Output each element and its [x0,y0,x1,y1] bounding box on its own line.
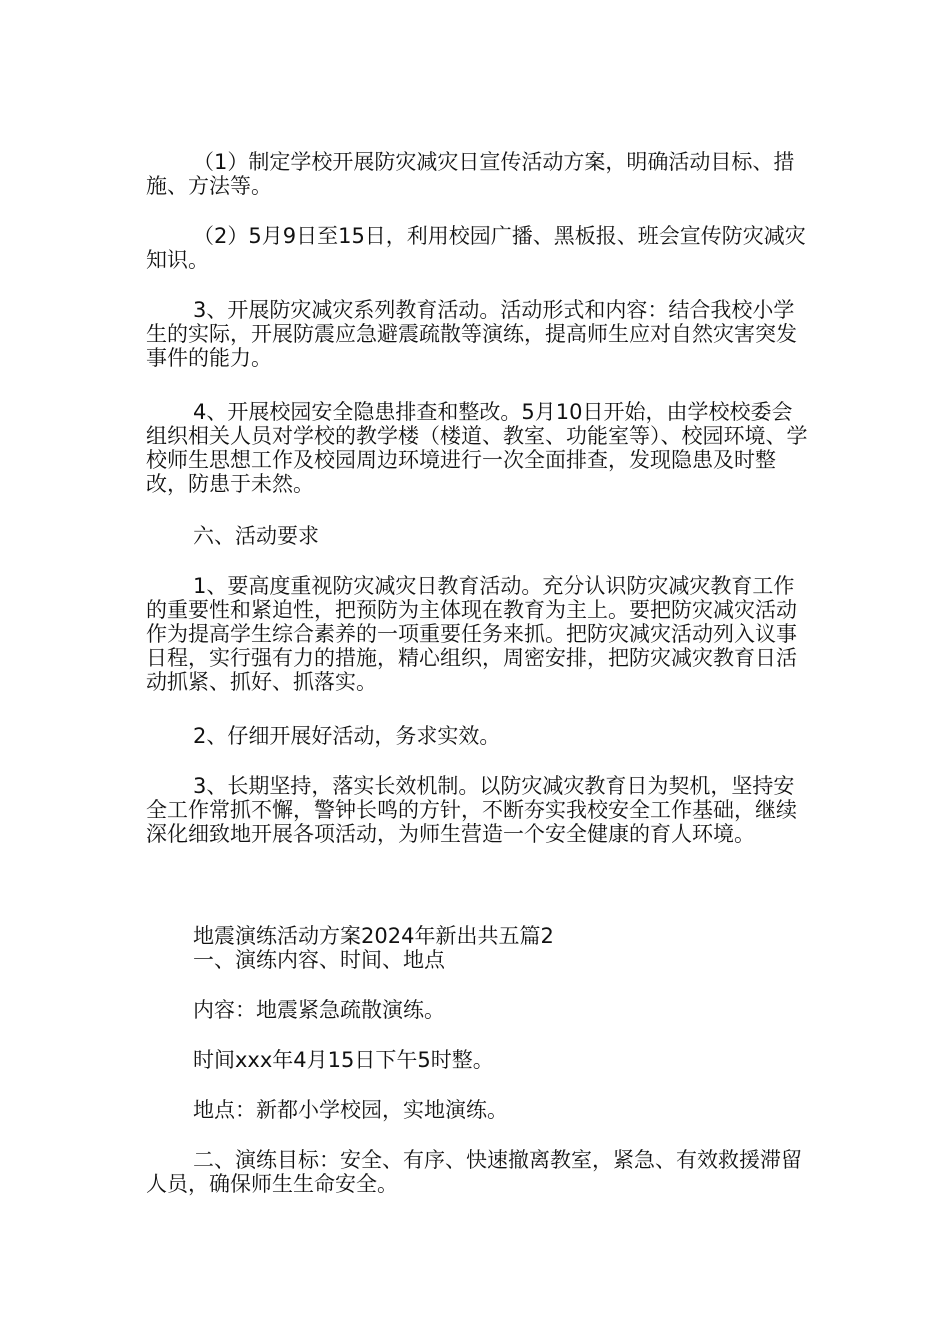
paragraph-5: 1、要高度重视防灾减灾日教育活动。充分认识防灾减灾教育工作的重要性和紧迫性，把预防为主体现在教育为主上。要把防灾减灾活动作为提高学生综合素养的一项重要任务来抓。把防灾减灾活动列入议事日程，实行强有力的措施，精心组织，周密安排，把防灾减灾教育日活动抓紧、抓好、抓落实。 [146,574,797,694]
paragraph-time: 时间xxx年4月15日下午5时整。 [193,1048,494,1072]
paragraph-4: 4、开展校园安全隐患排查和整改。5月10日开始，由学校校委会组织相关人员对学校的教学楼（楼道、教室、功能室等）、校园环境、学校师生思想工作及校园周边环境进行一次全面排查，发现隐患及时整改，防患于未然。 [146,400,808,496]
section-heading-content: 一、演练内容、时间、地点 [193,948,445,972]
section-heading-requirements: 六、活动要求 [193,524,319,548]
paragraph-7: 3、长期坚持，落实长效机制。以防灾减灾教育日为契机，坚持安全工作常抓不懈，警钟长鸣的方针，不断夯实我校安全工作基础，继续深化细致地开展各项活动，为师生营造一个安全健康的育人环境。 [146,774,797,846]
paragraph-1: （1）制定学校开展防灾减灾日宣传活动方案，明确活动目标、措施、方法等。 [146,150,795,198]
paragraph-location: 地点：新都小学校园，实地演练。 [193,1098,508,1122]
paragraph-2: （2）5月9日至15日，利用校园广播、黑板报、班会宣传防灾减灾知识。 [146,224,806,272]
document-subtitle: 地震演练活动方案2024年新出共五篇2 [193,924,554,948]
paragraph-goals: 二、演练目标：安全、有序、快速撤离教室，紧急、有效救援滞留人员，确保师生生命安全。 [146,1148,802,1196]
paragraph-3: 3、开展防灾减灾系列教育活动。活动形式和内容：结合我校小学生的实际，开展防震应急避震疏散等演练，提高师生应对自然灾害突发事件的能力。 [146,298,797,370]
paragraph-content: 内容：地震紧急疏散演练。 [193,998,445,1022]
paragraph-6: 2、仔细开展好活动，务求实效。 [193,724,501,748]
